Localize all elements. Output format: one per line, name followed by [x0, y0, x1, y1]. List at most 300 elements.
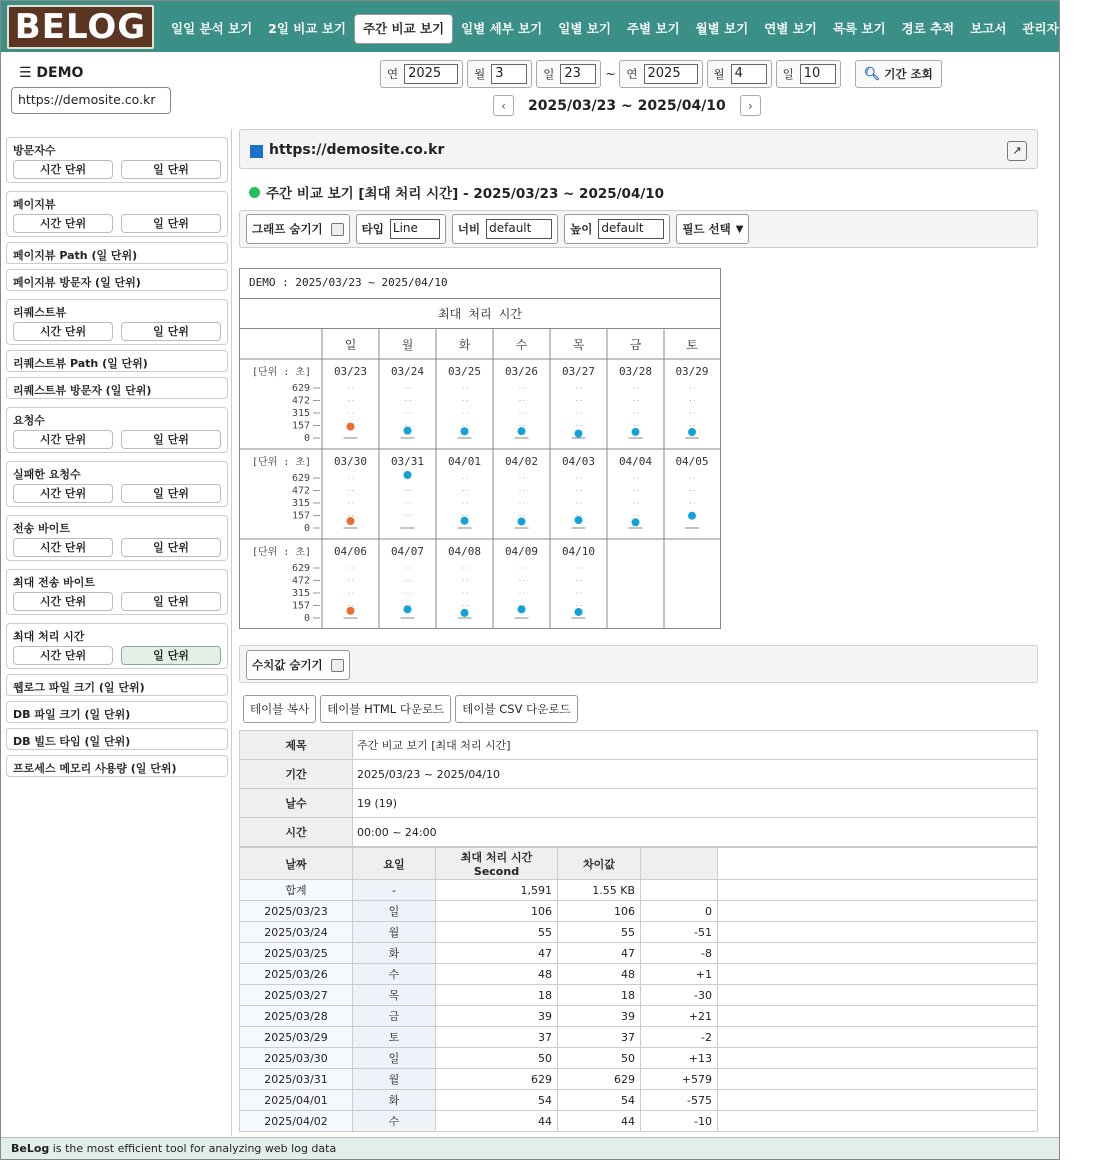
- change-cell: [641, 880, 718, 901]
- change-cell: -8: [641, 943, 718, 964]
- weekday-cell: 화: [353, 943, 436, 964]
- diff-cell: 106: [558, 901, 641, 922]
- date-cell: 2025/03/28: [240, 1006, 353, 1027]
- chart-title: 최대 처리 시간: [240, 299, 720, 329]
- change-cell: +21: [641, 1006, 718, 1027]
- y-tick-label: 472: [291, 485, 310, 497]
- daily-button[interactable]: 일 단위: [121, 214, 221, 233]
- sidebar-group-buttons: [13, 214, 221, 233]
- table-row: [240, 1027, 1038, 1048]
- external-link-icon[interactable]: ↗: [1007, 141, 1027, 161]
- nav-item[interactable]: 일별 세부 보기: [461, 21, 543, 36]
- date-label: 03/29: [675, 365, 709, 378]
- y-tick-label: 0: [303, 523, 310, 534]
- column-header[interactable]: 최대 처리 시간 Second: [436, 848, 558, 880]
- info-key: 시간: [240, 818, 353, 847]
- y-tick-label: 157: [291, 510, 310, 522]
- hide-values-toggle[interactable]: [246, 650, 350, 680]
- prev-period-button[interactable]: [493, 95, 514, 116]
- date-cell: 2025/03/29: [240, 1027, 353, 1048]
- main-nav: [163, 14, 1107, 44]
- table-row: [240, 1069, 1038, 1090]
- date-range-picker: [380, 60, 942, 88]
- daily-button[interactable]: 일 단위: [121, 484, 221, 503]
- hide-graph-toggle[interactable]: [246, 214, 350, 244]
- nav-item[interactable]: 경로 추적: [901, 21, 955, 36]
- type-input[interactable]: Line: [390, 219, 440, 239]
- date-label: 04/10: [561, 545, 596, 558]
- date-label: 03/23: [333, 365, 368, 378]
- value-cell: 55: [436, 922, 558, 943]
- hide-values-checkbox[interactable]: [331, 659, 344, 672]
- sidebar-group-title: 전송 바이트: [13, 522, 70, 535]
- nav-item[interactable]: 관리자 페이지: [1022, 21, 1100, 36]
- weekday-header: 목: [572, 338, 585, 352]
- height-option: [564, 214, 670, 244]
- download-html-button[interactable]: 테이블 HTML 다운로드: [320, 695, 451, 723]
- date-label: 04/06: [333, 545, 368, 558]
- nav-item[interactable]: 월별 보기: [695, 21, 749, 36]
- change-cell: +13: [641, 1048, 718, 1069]
- chart-header: DEMO : 2025/03/23 ~ 2025/04/10: [240, 269, 720, 299]
- change-cell: -2: [641, 1027, 718, 1048]
- width-input[interactable]: default: [486, 219, 552, 239]
- section-title-text: 주간 비교 보기 [최대 처리 시간] - 2025/03/23 ~ 2025/04/10: [266, 186, 665, 202]
- column-header[interactable]: [641, 848, 718, 880]
- data-point: [461, 609, 469, 617]
- sidebar-item[interactable]: 페이지뷰 Path (일 단위): [6, 242, 228, 264]
- nav-item[interactable]: 주별 보기: [626, 21, 680, 36]
- copy-table-button[interactable]: 테이블 복사: [243, 695, 316, 723]
- info-key: 제목: [240, 731, 353, 760]
- data-point: [518, 427, 526, 435]
- sidebar-group-title: 최대 전송 바이트: [13, 576, 96, 589]
- data-point: [575, 430, 583, 438]
- type-label: 타입: [361, 222, 384, 236]
- graph-options: [239, 210, 1038, 248]
- section-title: [239, 182, 1038, 202]
- logo-text: BELOG: [14, 7, 147, 47]
- date-cell: 2025/04/01: [240, 1090, 353, 1111]
- weekday-header: 토: [686, 338, 698, 352]
- value-cell: 1,591: [436, 880, 558, 901]
- hide-values-label: 수치값 숨기기: [252, 658, 323, 672]
- sidebar: [3, 129, 232, 1136]
- daily-button[interactable]: 일 단위: [121, 538, 221, 557]
- y-tick-label: 629: [291, 473, 310, 484]
- diff-cell: 44: [558, 1111, 641, 1132]
- footer-text: is the most efficient tool for analyzing web log data: [49, 1142, 337, 1155]
- values-toggle-bar: [239, 645, 1038, 683]
- data-point: [461, 517, 469, 525]
- table-row: [240, 1111, 1038, 1132]
- spacer-cell: [718, 1069, 1038, 1090]
- to-day-input[interactable]: 10: [800, 64, 836, 84]
- table-actions: [243, 695, 582, 723]
- sidebar-group: [6, 623, 228, 669]
- spacer-cell: [718, 1090, 1038, 1111]
- date-label: 03/26: [504, 365, 539, 378]
- spacer-cell: [718, 1048, 1038, 1069]
- nav-item[interactable]: 목록 보기: [832, 21, 886, 36]
- diff-cell: 55: [558, 922, 641, 943]
- footer: [1, 1137, 1059, 1159]
- top-bar: [1, 1, 1100, 52]
- y-tick-label: 157: [291, 420, 310, 432]
- to-day-label: 일: [782, 67, 794, 81]
- width-option: [452, 214, 558, 244]
- nav-item[interactable]: 주간 비교 보기: [354, 14, 453, 44]
- type-option: [356, 214, 446, 244]
- hourly-button[interactable]: 시간 단위: [13, 592, 113, 611]
- height-label: 높이: [570, 222, 593, 236]
- belog-logo[interactable]: [7, 5, 154, 49]
- spacer-cell: [718, 1111, 1038, 1132]
- change-cell: -575: [641, 1090, 718, 1111]
- to-year-label: 연: [626, 67, 638, 81]
- y-tick-label: 472: [291, 575, 310, 587]
- date-label: 04/03: [561, 455, 596, 468]
- height-input[interactable]: default: [598, 219, 664, 239]
- sidebar-item[interactable]: 리퀘스트뷰 Path (일 단위): [6, 350, 228, 372]
- sidebar-group-buttons: [13, 646, 221, 665]
- info-key: 기간: [240, 760, 353, 789]
- weekday-cell: 월: [353, 922, 436, 943]
- date-label: 04/07: [390, 545, 425, 558]
- hide-graph-label: 그래프 숨기기: [252, 222, 323, 236]
- table-row: [240, 922, 1038, 943]
- weekly-chart: [239, 268, 721, 629]
- column-header[interactable]: 요일: [353, 848, 436, 880]
- main-panel: [239, 129, 1038, 1128]
- hourly-button[interactable]: 시간 단위: [13, 430, 113, 449]
- data-point: [518, 518, 526, 526]
- date-label: 04/04: [618, 455, 653, 468]
- chevron-right-icon: ›: [747, 98, 753, 113]
- to-year-input[interactable]: 2025: [644, 64, 698, 84]
- sidebar-item[interactable]: DB 빌드 타임 (일 단위): [6, 728, 228, 750]
- hide-graph-checkbox[interactable]: [331, 223, 344, 236]
- daily-button[interactable]: 일 단위: [121, 592, 221, 611]
- sidebar-group: [6, 461, 228, 507]
- weekday-header: 금: [629, 338, 642, 352]
- change-cell: +1: [641, 964, 718, 985]
- hourly-button[interactable]: 시간 단위: [13, 484, 113, 503]
- sidebar-group: [6, 137, 228, 183]
- weekday-cell: 토: [353, 1027, 436, 1048]
- nav-item[interactable]: 보고서: [970, 21, 1007, 36]
- date-cell: 2025/03/31: [240, 1069, 353, 1090]
- spacer-cell: [718, 985, 1038, 1006]
- caret-down-icon: ▼: [735, 223, 744, 235]
- sidebar-group-title: 리퀘스트뷰: [13, 306, 67, 319]
- sidebar-item[interactable]: 페이지뷰 방문자 (일 단위): [6, 269, 228, 291]
- site-square-icon: [250, 145, 263, 158]
- from-day-label: 일: [543, 67, 555, 81]
- unit-label: [단위 : 초]: [252, 457, 312, 468]
- column-spacer: [718, 848, 1038, 880]
- data-point: [688, 512, 696, 520]
- to-year-box: [619, 60, 702, 88]
- site-title[interactable]: ☰ DEMO: [19, 65, 84, 81]
- status-dot-icon: [249, 187, 260, 198]
- from-year-input[interactable]: 2025: [404, 64, 458, 84]
- to-month-box: [707, 60, 772, 88]
- value-cell: 629: [436, 1069, 558, 1090]
- table-row: [240, 901, 1038, 922]
- data-point: [632, 518, 640, 526]
- hourly-button[interactable]: 시간 단위: [13, 322, 113, 341]
- value-cell: 50: [436, 1048, 558, 1069]
- sidebar-item[interactable]: 프로세스 메모리 사용량 (일 단위): [6, 755, 228, 777]
- sidebar-item[interactable]: DB 파일 크기 (일 단위): [6, 701, 228, 723]
- y-tick-label: 0: [303, 613, 310, 624]
- chart-grid-svg: [240, 329, 720, 629]
- date-cell: 2025/03/27: [240, 985, 353, 1006]
- date-label: 04/02: [504, 455, 539, 468]
- table-row: [240, 964, 1038, 985]
- date-cell: 2025/03/24: [240, 922, 353, 943]
- spacer-cell: [718, 964, 1038, 985]
- next-period-button[interactable]: [740, 95, 761, 116]
- diff-cell: 18: [558, 985, 641, 1006]
- y-tick-label: 472: [291, 395, 310, 407]
- spacer-cell: [718, 1027, 1038, 1048]
- date-label: 03/30: [333, 455, 368, 468]
- info-value: 주간 비교 보기 [최대 처리 시간]: [353, 731, 1038, 760]
- date-cell: 2025/04/02: [240, 1111, 353, 1132]
- spacer-cell: [718, 1006, 1038, 1027]
- date-label: 03/24: [390, 365, 425, 378]
- weekday-header: 수: [515, 338, 528, 352]
- table-row: [240, 943, 1038, 964]
- weekday-header: 화: [458, 338, 471, 352]
- nav-item[interactable]: 2일 비교 보기: [268, 21, 346, 36]
- url-bar: [239, 129, 1038, 169]
- diff-cell: 47: [558, 943, 641, 964]
- diff-cell: 54: [558, 1090, 641, 1111]
- value-cell: 39: [436, 1006, 558, 1027]
- from-day-box: [536, 60, 601, 88]
- y-tick-label: 629: [291, 383, 310, 394]
- field-select-label: 필드 선택: [682, 222, 731, 236]
- data-point: [347, 517, 355, 525]
- nav-item[interactable]: 연별 보기: [764, 21, 817, 36]
- sidebar-group-buttons: [13, 160, 221, 179]
- date-label: 03/25: [447, 365, 482, 378]
- sidebar-group-title: 요청수: [13, 414, 45, 427]
- date-label: 04/09: [504, 545, 539, 558]
- to-month-label: 월: [713, 67, 725, 81]
- data-point: [347, 607, 355, 615]
- data-point: [632, 428, 640, 436]
- sidebar-group-title: 방문자수: [13, 144, 56, 157]
- value-cell: 106: [436, 901, 558, 922]
- table-row: [240, 985, 1038, 1006]
- data-point: [518, 605, 526, 613]
- data-point: [347, 423, 355, 431]
- info-row: [240, 818, 1038, 847]
- y-tick-label: 315: [291, 587, 310, 599]
- nav-item[interactable]: 일일 분석 보기: [171, 21, 253, 36]
- spacer-cell: [718, 922, 1038, 943]
- result-table-area: [239, 730, 1038, 1136]
- table-row: [240, 1048, 1038, 1069]
- diff-cell: 1.55 KB: [558, 880, 641, 901]
- change-cell: -51: [641, 922, 718, 943]
- data-point: [575, 516, 583, 524]
- table-row: [240, 880, 1038, 901]
- daily-button[interactable]: 일 단위: [121, 160, 221, 179]
- from-day-input[interactable]: 23: [560, 64, 596, 84]
- sidebar-group-title: 실패한 요청수: [13, 468, 81, 481]
- data-table: [239, 847, 1038, 1132]
- weekday-cell: 금: [353, 1006, 436, 1027]
- y-tick-label: 315: [291, 407, 310, 419]
- date-cell: 2025/03/30: [240, 1048, 353, 1069]
- date-cell: 2025/03/26: [240, 964, 353, 985]
- from-month-box: [467, 60, 532, 88]
- y-tick-label: 157: [291, 600, 310, 612]
- sidebar-group: [6, 407, 228, 453]
- weekday-header: 일: [344, 338, 357, 352]
- unit-label: [단위 : 초]: [252, 367, 312, 378]
- weekday-cell: 화: [353, 1090, 436, 1111]
- info-value: 19 (19): [353, 789, 1038, 818]
- change-cell: -30: [641, 985, 718, 1006]
- info-row: [240, 789, 1038, 818]
- daily-button[interactable]: 일 단위: [121, 430, 221, 449]
- sidebar-item[interactable]: 리퀘스트뷰 방문자 (일 단위): [6, 377, 228, 399]
- date-cell: 합계: [240, 880, 353, 901]
- info-row: [240, 760, 1038, 789]
- y-tick-label: 0: [303, 433, 310, 444]
- from-year-label: 연: [387, 67, 399, 81]
- search-icon: 🔍︎: [863, 66, 881, 82]
- from-month-label: 월: [474, 67, 486, 81]
- date-label: 04/01: [447, 455, 482, 468]
- weekday-cell: 수: [353, 1111, 436, 1132]
- table-row: [240, 1090, 1038, 1111]
- to-day-box: [776, 60, 841, 88]
- table-row: [240, 1006, 1038, 1027]
- date-label: 04/08: [447, 545, 482, 558]
- column-header[interactable]: 차이값: [558, 848, 641, 880]
- value-cell: 18: [436, 985, 558, 1006]
- daily-button[interactable]: 일 단위: [121, 646, 221, 665]
- sidebar-group: [6, 299, 228, 345]
- info-value: 00:00 ~ 24:00: [353, 818, 1038, 847]
- date-cell: 2025/03/23: [240, 901, 353, 922]
- range-tilde: ~: [605, 67, 616, 81]
- date-label: 04/05: [675, 455, 709, 468]
- to-month-input[interactable]: 4: [731, 64, 767, 84]
- diff-cell: 629: [558, 1069, 641, 1090]
- data-point: [404, 471, 412, 479]
- daily-button[interactable]: 일 단위: [121, 322, 221, 341]
- chevron-left-icon: ‹: [501, 98, 506, 113]
- change-cell: -10: [641, 1111, 718, 1132]
- diff-cell: 48: [558, 964, 641, 985]
- hourly-button[interactable]: 시간 단위: [13, 160, 113, 179]
- info-key: 날수: [240, 789, 353, 818]
- sidebar-group: [6, 191, 228, 237]
- period-search-label: 기간 조회: [884, 67, 933, 81]
- download-csv-button[interactable]: 테이블 CSV 다운로드: [455, 695, 577, 723]
- weekday-header: 월: [401, 338, 414, 352]
- period-search-button[interactable]: [855, 60, 942, 88]
- hourly-button[interactable]: 시간 단위: [13, 214, 113, 233]
- range-navigator: [493, 95, 761, 116]
- range-text: 2025/03/23 ~ 2025/04/10: [528, 97, 726, 114]
- change-cell: +579: [641, 1069, 718, 1090]
- weekday-cell: 수: [353, 964, 436, 985]
- sidebar-group-buttons: [13, 430, 221, 449]
- date-label: 03/27: [561, 365, 596, 378]
- column-header[interactable]: 날짜: [240, 848, 353, 880]
- y-tick-label: 629: [291, 563, 310, 574]
- data-point: [404, 605, 412, 613]
- sidebar-group-buttons: [13, 538, 221, 557]
- weekday-cell: 월: [353, 1069, 436, 1090]
- date-label: 03/28: [618, 365, 653, 378]
- sidebar-group-title: 페이지뷰: [13, 198, 56, 211]
- sidebar-group: [6, 515, 228, 561]
- sidebar-group: [6, 569, 228, 615]
- data-point: [404, 427, 412, 435]
- spacer-cell: [718, 943, 1038, 964]
- weekday-cell: 일: [353, 901, 436, 922]
- info-table: [239, 730, 1038, 847]
- nav-item[interactable]: 일별 보기: [558, 21, 611, 36]
- change-cell: 0: [641, 901, 718, 922]
- diff-cell: 39: [558, 1006, 641, 1027]
- field-select-button[interactable]: [676, 214, 749, 244]
- weekday-cell: -: [353, 880, 436, 901]
- unit-label: [단위 : 초]: [252, 547, 312, 558]
- value-cell: 47: [436, 943, 558, 964]
- weekday-cell: 일: [353, 1048, 436, 1069]
- info-value: 2025/03/23 ~ 2025/04/10: [353, 760, 1038, 789]
- value-cell: 44: [436, 1111, 558, 1132]
- hourly-button[interactable]: 시간 단위: [13, 538, 113, 557]
- value-cell: 48: [436, 964, 558, 985]
- weekday-cell: 목: [353, 985, 436, 1006]
- sidebar-group-buttons: [13, 592, 221, 611]
- main-url: https://demosite.co.kr: [269, 142, 445, 158]
- sidebar-item[interactable]: 웹로그 파일 크기 (일 단위): [6, 674, 228, 696]
- info-row: [240, 731, 1038, 760]
- data-point: [575, 608, 583, 616]
- sidebar-group-buttons: [13, 322, 221, 341]
- site-url-input[interactable]: https://demosite.co.kr: [11, 87, 171, 114]
- from-month-input[interactable]: 3: [491, 64, 527, 84]
- diff-cell: 37: [558, 1027, 641, 1048]
- footer-brand: BeLog: [11, 1142, 50, 1155]
- date-label: 03/31: [390, 455, 425, 468]
- value-cell: 37: [436, 1027, 558, 1048]
- width-label: 너비: [457, 222, 481, 236]
- diff-cell: 50: [558, 1048, 641, 1069]
- data-point: [461, 427, 469, 435]
- date-cell: 2025/03/25: [240, 943, 353, 964]
- value-cell: 54: [436, 1090, 558, 1111]
- data-point: [688, 428, 696, 436]
- sidebar-group-title: 최대 처리 시간: [13, 630, 85, 643]
- hourly-button[interactable]: 시간 단위: [13, 646, 113, 665]
- spacer-cell: [718, 901, 1038, 922]
- from-year-box: [380, 60, 463, 88]
